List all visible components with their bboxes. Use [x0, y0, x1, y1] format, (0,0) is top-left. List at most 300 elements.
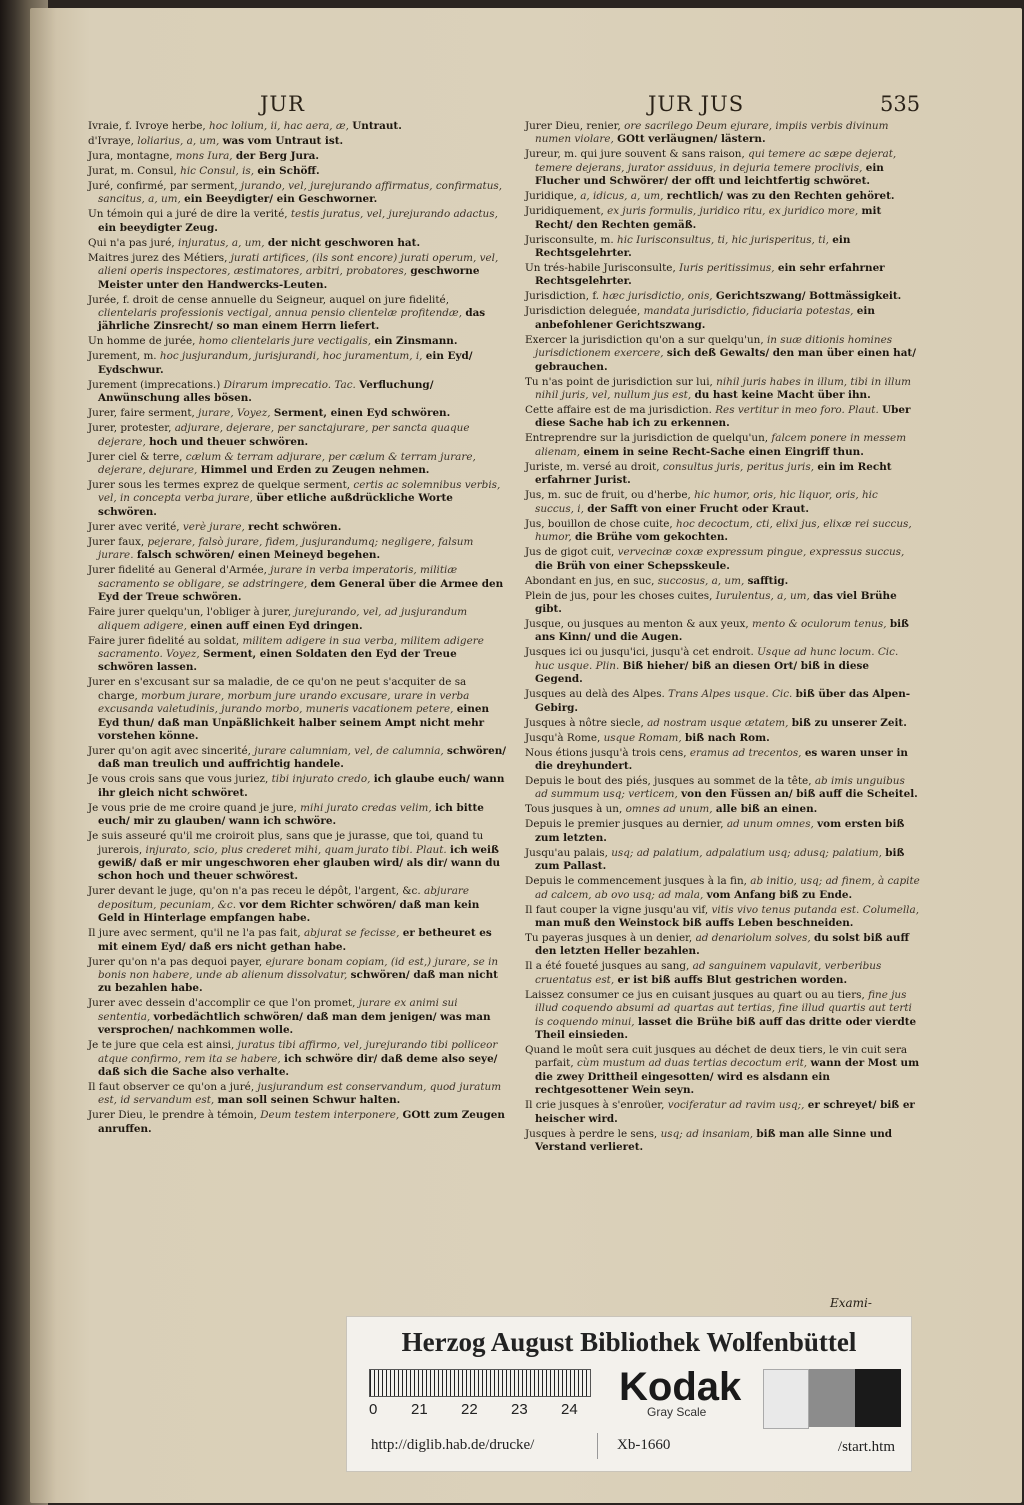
header-middle: JUR JUS — [648, 92, 745, 116]
entry-french: Juriste, m. versé au droit, — [525, 460, 660, 473]
card-divider — [597, 1433, 598, 1459]
entry-german: du hast keine Macht über ihn. — [694, 389, 871, 402]
dictionary-entry — [525, 1128, 920, 1155]
entry-german: biß man alle Sinne und Verstand verlieret. — [535, 1127, 893, 1154]
entry-french: Jurement, m. — [88, 350, 157, 363]
entry-german: ein anbefohlener Gerichtszwang. — [535, 305, 875, 331]
entry-latin: cælum & terram adjurare, per cælum & terram jurare, dejerare, dejurare, — [98, 450, 476, 477]
entry-german: sich deß Gewalts/ den man über einen hat/ gebrauchen. — [535, 347, 917, 373]
entry-german: du solst biß auff den letzten Heller bezahlen. — [535, 931, 909, 958]
entry-german: Biß hieher/ biß an diesen Ort/ biß in diese Gegend. — [535, 659, 869, 686]
left-column — [88, 120, 508, 1138]
entry-french: Laissez consumer ce jus en cuisant jusques au quart ou au tiers, — [525, 988, 865, 1001]
dictionary-entry — [525, 960, 920, 987]
entry-french: Tu n'as point de jurisdiction sur lui, — [525, 375, 713, 388]
entry-latin: mihi jurato credas velim, — [300, 801, 432, 814]
entry-german: über etliche außdrückliche Worte schwören. — [98, 492, 453, 518]
entry-french: Juridique, — [525, 190, 577, 203]
entry-latin: ab imis unguibus ad summum usq; verticem, — [535, 774, 905, 801]
entry-german: alle biß an einen. — [715, 803, 818, 816]
entry-french: Jusqu'à Rome, — [525, 731, 601, 744]
start-link: /start.htm — [837, 1439, 895, 1455]
dictionary-entry — [525, 518, 920, 545]
entry-french: Jus de gigot cuit, — [525, 546, 615, 559]
entry-german: Himmel und Erden zu Zeugen nehmen. — [200, 464, 430, 477]
entry-french: Qui n'a pas juré, — [88, 236, 175, 249]
entry-french: Jurisdiction, f. — [525, 290, 600, 303]
entry-latin: vervecinæ coxæ expressum pingue, expressus succus, — [617, 546, 905, 559]
entry-french: Il crie jusques à s'enroüer, — [525, 1099, 665, 1112]
entry-german: biß zu unserer Zeit. — [791, 716, 907, 729]
entry-german: man muß den Weinstock biß auffs Leben beschneiden. — [535, 916, 854, 929]
entry-french: Tous jusques à un, — [525, 803, 623, 816]
dictionary-entry — [525, 1099, 920, 1126]
entry-french: Depuis le commencement jusques à la fin, — [525, 875, 747, 888]
entry-german: was vom Untraut ist. — [222, 135, 344, 147]
dictionary-entry — [525, 732, 920, 745]
entry-latin: testis juratus, vel, jurejurando adactus, — [290, 208, 498, 221]
library-card — [346, 1316, 912, 1472]
entry-german: ein Beeydigter/ ein Geschworner. — [184, 193, 378, 206]
entry-german: ein Rechtsgelehrter. — [535, 233, 851, 260]
entry-latin: usq; ad insaniam, — [660, 1127, 754, 1140]
entry-latin: ore sacrilego Deum ejurare, impiis verbis divinum numen violare, — [535, 120, 889, 146]
entry-french: Entreprendre sur la jurisdiction de quelqu'un, — [525, 432, 769, 445]
entry-latin: abjurare depositum, pecuniam, &c. — [98, 885, 470, 911]
entry-german: schwören/ daß man nicht zu bezahlen habe. — [98, 969, 498, 995]
header-left: JUR — [260, 92, 305, 116]
entry-french: Il a été foueté jusques au sang, — [525, 960, 690, 973]
entry-french: Nous étions jusqu'à trois cens, — [525, 746, 687, 759]
dictionary-entry — [88, 564, 508, 604]
entry-french: Je vous prie de me croire quand je jure, — [88, 801, 297, 814]
entry-french: Jurer avec verité, — [88, 520, 180, 533]
entry-latin: jurando, vel, jurejurando affirmatus, confirmatus, sancitus, a, um, — [98, 180, 503, 206]
entry-french: Quand le moût sera cuit jusques au déchet de deux tiers, le vin cuit sera parfait, — [525, 1044, 908, 1070]
entry-french: Jurer devant le juge, qu'on n'a pas receu le dépôt, l'argent, &c. — [88, 885, 421, 898]
entry-latin: jurare ex animi sui sententia, — [98, 997, 458, 1023]
page-number: 535 — [880, 92, 921, 116]
right-column — [525, 120, 920, 1156]
dictionary-entry — [525, 190, 920, 203]
dictionary-entry — [525, 404, 920, 431]
entry-latin: Dirarum imprecatio. Tac. — [223, 378, 356, 391]
dictionary-entry — [88, 606, 508, 633]
entry-french: Jurer qu'on n'a pas dequoi payer, — [88, 955, 263, 968]
dictionary-entry — [88, 1039, 508, 1079]
dictionary-entry — [525, 875, 920, 902]
entry-german: recht schwören. — [248, 520, 342, 533]
shelf-signature: Xb-1660 — [617, 1437, 671, 1453]
entry-latin: Trans Alpes usque. Cic. — [668, 688, 793, 701]
entry-german: mit Recht/ den Rechten gemäß. — [535, 205, 882, 231]
entry-latin: omnes ad unum, — [625, 803, 713, 816]
entry-latin: hoc decoctum, cti, elixi jus, elixæ rei succus, humor, — [535, 517, 912, 544]
entry-latin: ad nostram usque ætatem, — [647, 716, 789, 729]
dictionary-entry — [525, 646, 920, 686]
dictionary-entry — [88, 294, 508, 334]
dictionary-entry — [525, 688, 920, 715]
entry-french: Jurat, m. Consul, — [88, 165, 177, 177]
entry-latin: usque Romam, — [603, 731, 682, 744]
entry-german: ich glaube euch/ wann ihr gleich nicht schwöret. — [98, 773, 505, 799]
entry-latin: injurato, scio, plus crederet mihi, quam jurato tibi. Plaut. — [145, 843, 447, 856]
dictionary-entry — [88, 150, 508, 163]
gray-swatch-dark — [855, 1369, 901, 1427]
entry-french: Ivraie, f. Ivroye herbe, — [88, 120, 206, 132]
entry-german: von den Füssen an/ biß auff die Scheitel. — [681, 788, 918, 801]
dictionary-entry — [525, 205, 920, 232]
gray-swatch-mid — [809, 1369, 855, 1427]
gray-swatch-light — [763, 1369, 809, 1429]
entry-german: ich bitte euch/ mir zu glauben/ wann ich schwöre. — [98, 801, 484, 828]
entry-french: Tu payeras jusques à un denier, — [525, 931, 693, 944]
entry-german: ein sehr erfahrner Rechtsgelehrter. — [535, 262, 885, 288]
entry-german: schwören/ daß man treulich und auffrichtig handele. — [98, 744, 507, 771]
entry-german: Serment, einen Soldaten den Eyd der Treue schwören lassen. — [98, 647, 457, 674]
entry-french: Jus, bouillon de chose cuite, — [525, 517, 673, 530]
dictionary-entry — [88, 927, 508, 954]
entry-german: ich weiß gewiß/ daß er mir ungeschworen eher glauben wird/ als dir/ wann du schon hoch und theuer schwörest. — [98, 843, 501, 883]
entry-latin: nihil juris habes in illum, tibi in illum nihil juris, vel, nullum jus est, — [535, 375, 912, 402]
entry-french: Jusques ici ou jusqu'ici, jusqu'à cet endroit. — [525, 646, 754, 659]
dictionary-entry — [88, 536, 508, 563]
entry-german: er schreyet/ biß er heischer wird. — [535, 1099, 915, 1125]
dictionary-entry — [525, 590, 920, 617]
entry-german: ein Flucher und Schwörer/ der offt und leichtfertig schwöret. — [535, 161, 884, 188]
ruler-number: 21 — [411, 1401, 428, 1418]
entry-french: Jurer ciel & terre, — [88, 450, 183, 463]
entry-latin: in suæ ditionis homines jurisdictionem exercere, — [535, 333, 893, 360]
dictionary-entry — [525, 847, 920, 874]
dictionary-entry — [525, 234, 920, 261]
dictionary-entry — [525, 717, 920, 730]
entry-german: der nicht geschworen hat. — [267, 236, 421, 249]
dictionary-entry — [88, 997, 508, 1037]
entry-german: safftig. — [747, 574, 789, 587]
entry-german: Verfluchung/ Anwünschung alles bösen. — [98, 378, 434, 405]
entry-french: Il faut observer ce qu'on a juré, — [88, 1081, 255, 1094]
entry-latin: Usque ad hunc locum. Cic. huc usque. Plin. — [535, 646, 899, 672]
entry-french: Il faut couper la vigne jusqu'au vif, — [525, 903, 709, 916]
dictionary-entry — [525, 334, 920, 374]
dictionary-entry — [88, 208, 508, 235]
entry-german: Serment, einen Eyd schwören. — [273, 407, 451, 420]
entry-french: Un témoin qui a juré de dire la verité, — [88, 208, 288, 221]
entry-german: die Brüh von einer Schepsskeule. — [535, 559, 730, 572]
ruler-number: 22 — [461, 1401, 478, 1418]
catchword: Exami- — [830, 1296, 872, 1310]
entry-latin: clientelaris professionis vectigal, annua pensio clientelæ profitendæ, — [98, 307, 462, 320]
entry-french: Cette affaire est de ma jurisdiction. — [525, 404, 712, 417]
dictionary-entry — [88, 165, 508, 178]
entry-german: biß über das Alpen-Gebirg. — [535, 688, 911, 714]
entry-german: Untraut. — [352, 120, 402, 132]
entry-german: GOtt zum Zeugen anruffen. — [98, 1109, 505, 1135]
dictionary-entry — [88, 237, 508, 250]
entry-french: Jus, m. suc de fruit, ou d'herbe, — [525, 489, 691, 502]
entry-german: einem in seine Recht-Sache einen Eingriff thun. — [583, 445, 864, 458]
dictionary-entry — [88, 521, 508, 534]
entry-german: das jährliche Zinsrecht/ so man einem Herrn liefert. — [98, 307, 486, 333]
dictionary-entry — [525, 432, 920, 459]
entry-french: Jurer, protester, — [88, 422, 172, 435]
ruler-scale — [369, 1369, 591, 1397]
dictionary-entry — [525, 775, 920, 802]
entry-french: Depuis le premier jusques au dernier, — [525, 818, 724, 831]
entry-latin: succosus, a, um, — [657, 574, 745, 587]
entry-latin: hic Consul, is, — [180, 165, 255, 177]
entry-latin: cùm mustum ad duas tertias decoctum erit, — [576, 1057, 808, 1070]
entry-german: der Berg Jura. — [235, 150, 319, 162]
entry-latin: vitis vivo tenus putanda est. Columella, — [711, 903, 919, 916]
entry-german: biß zum Pallast. — [535, 846, 905, 873]
entry-latin: verè jurare, — [182, 520, 245, 533]
dictionary-entry — [525, 461, 920, 488]
dictionary-entry — [88, 120, 508, 133]
entry-latin: ad sanguinem vapulavit, verberibus cruentatus est, — [535, 960, 882, 986]
entry-latin: eramus ad trecentos, — [689, 746, 802, 759]
entry-german: biß ans Kinn/ und die Augen. — [535, 617, 909, 644]
entry-french: Jusques au delà des Alpes. — [525, 688, 665, 701]
entry-french: Jurer Dieu, le prendre à témoin, — [88, 1109, 257, 1122]
entry-latin: militem adigere in sua verba, militem adigere sacramento. Voyez, — [98, 634, 484, 660]
dictionary-entry — [88, 252, 508, 292]
dictionary-entry — [88, 676, 508, 743]
entry-latin: homo clientelaris jure vectigalis, — [198, 335, 371, 348]
entry-german: biß nach Rom. — [685, 731, 770, 744]
dictionary-entry — [525, 489, 920, 516]
entry-latin: ad unum omnes, — [726, 818, 814, 831]
entry-french: Faire jurer fidelité au soldat, — [88, 634, 240, 647]
entry-french: Jurer en s'excusant sur sa maladie, de ce qu'on ne peut s'acquiter de sa charge, — [88, 676, 467, 702]
entry-french: d'Ivraye, — [88, 135, 134, 147]
entry-latin: qui temere ac sæpe dejerat, temere dejerans, jurator assiduus, in dejuria temere proclivis, — [535, 148, 897, 174]
dictionary-entry — [525, 290, 920, 303]
library-url: http://diglib.hab.de/drucke/ — [371, 1437, 535, 1453]
entry-german: die Brühe vom gekochten. — [574, 531, 729, 544]
entry-latin: consultus juris, peritus juris, — [662, 460, 815, 473]
entry-latin: jurare in verba imperatoris, militiæ sacramento se obligare, se adstringere, — [98, 564, 458, 590]
dictionary-entry — [525, 1044, 920, 1098]
entry-latin: tibi injurato credo, — [271, 773, 371, 786]
entry-french: Je vous crois sans que vous juriez, — [88, 773, 269, 786]
entry-french: Jusque, ou jusques au menton & aux yeux, — [525, 617, 749, 630]
dictionary-entry — [88, 635, 508, 675]
entry-latin: Iuris peritissimus, — [679, 262, 775, 275]
entry-latin: ad denariolum solves, — [695, 931, 811, 944]
entry-french: Jurisdiction deleguée, — [525, 305, 641, 318]
entry-german: dem General über die Armee den Eyd der Treue schwören. — [98, 577, 504, 604]
ruler-number: 24 — [561, 1401, 578, 1418]
entry-french: Jurer sous les termes exprez de quelque serment, — [88, 479, 351, 492]
entry-french: Jurer, faire serment, — [88, 407, 195, 420]
entry-latin: a, idicus, a, um, — [580, 190, 664, 203]
entry-german: rechtlich/ was zu den Rechten gehöret. — [666, 190, 895, 203]
dictionary-entry — [525, 120, 920, 147]
entry-german: lasset die Brühe biß auff das dritte oder vierdte Theil einsieden. — [535, 1015, 917, 1041]
entry-german: man soll seinen Schwur halten. — [217, 1094, 401, 1107]
entry-french: Il jure avec serment, qu'il ne l'a pas fait, — [88, 927, 301, 940]
entry-german: GOtt verläugnen/ lästern. — [617, 133, 766, 146]
entry-german: der Safft von einer Frucht oder Kraut. — [587, 502, 809, 515]
entry-french: Jureur, m. qui jure souvent & sans raison, — [525, 148, 745, 161]
entry-latin: adjurare, dejerare, per sanctajurare, per sancta quaque dejerare, — [98, 422, 470, 448]
entry-german: das viel Brühe gibt. — [535, 589, 897, 615]
entry-latin: pejerare, falsò jurare, fidem, jusjurandumq; negligere, falsum jurare. — [98, 535, 474, 562]
running-header — [60, 92, 920, 118]
dictionary-entry — [88, 335, 508, 348]
entry-french: Jurer qu'on agit avec sincerité, — [88, 744, 251, 757]
dictionary-entry — [88, 956, 508, 996]
entry-latin: hæc jurisdictio, onis, — [602, 290, 713, 303]
dictionary-entry — [88, 1081, 508, 1108]
ruler-number: 23 — [511, 1401, 528, 1418]
entry-french: Juré, confirmé, par serment, — [88, 180, 238, 192]
entry-french: Jurer faux, — [88, 535, 145, 548]
entry-latin: hoc jusjurandum, jurisjurandi, hoc juramentum, i, — [159, 350, 423, 363]
entry-latin: Res vertitur in meo foro. Plaut. — [715, 404, 879, 417]
entry-french: Un trés-habile Jurisconsulte, — [525, 262, 676, 275]
entry-latin: vociferatur ad ravim usq;, — [667, 1099, 805, 1112]
dictionary-entry — [88, 407, 508, 420]
dictionary-entry — [525, 305, 920, 332]
entry-german: geschworne Meister unter den Handwercks-Leuten. — [98, 265, 480, 291]
entry-latin: juratus tibi affirmo, vel, jurejurando tibi polliceor atque confirmo, rem ita se habere, — [98, 1039, 498, 1065]
entry-latin: Deum testem interponere, — [260, 1109, 400, 1122]
dictionary-entry — [88, 135, 508, 148]
entry-french: Plein de jus, pour les choses cuites, — [525, 589, 713, 602]
entry-french: Jusqu'au palais, — [525, 846, 608, 859]
entry-latin: jusjurandum est conservandum, quod juratum est, id servandum est, — [98, 1081, 502, 1107]
entry-french: Je te jure que cela est ainsi, — [88, 1039, 235, 1052]
entry-german: Uber diese Sache hab ich zu erkennen. — [535, 404, 911, 430]
entry-latin: abjurat se fecisse, — [303, 927, 400, 940]
entry-german: ein Zinsmann. — [374, 335, 458, 348]
entry-french: Juridiquement, — [525, 205, 604, 218]
entry-french: Maitres jurez des Métiers, — [88, 251, 228, 264]
dictionary-entry — [88, 802, 508, 829]
entry-german: hoch und theuer schwören. — [149, 435, 309, 448]
entry-german: ich schwöre dir/ daß deme also seye/ daß sich die Sache also verhalte. — [98, 1052, 498, 1079]
dictionary-entry — [525, 803, 920, 816]
dictionary-entry — [525, 618, 920, 645]
entry-french: Exercer la jurisdiction qu'on a sur quelqu'un, — [525, 333, 764, 346]
entry-german: Gerichtszwang/ Bottmässigkeit. — [715, 290, 902, 303]
entry-latin: jurare calumniam, vel, de calumnia, — [254, 744, 444, 757]
entry-french: Jurer fidelité au General d'Armée, — [88, 564, 267, 577]
entry-german: ein im Recht erfahrner Jurist. — [535, 460, 892, 487]
entry-french: Depuis le bout des piés, jusques au sommet de la tête, — [525, 774, 812, 787]
entry-french: Jusques à perdre le sens, — [525, 1127, 658, 1140]
entry-german: er betheuret es mit einem Eyd/ daß ers nicht gethan habe. — [98, 927, 492, 953]
entry-latin: falcem ponere in messem alienam, — [535, 432, 907, 458]
entry-german: wann der Most um die zwey Drittheil eingesotten/ wird es alsdann ein rechtgesottener Wein seyn. — [535, 1057, 920, 1097]
entry-latin: usq; ad palatium, adpalatium usq; adusq; palatium, — [611, 846, 882, 859]
kodak-logo: Kodak — [619, 1365, 742, 1409]
dictionary-entry — [88, 479, 508, 519]
dictionary-entry — [88, 830, 508, 884]
entry-french: Jura, montagne, — [88, 150, 173, 162]
entry-latin: jurejurando, vel, ad jusjurandum aliquem adigere, — [98, 606, 468, 632]
dictionary-entry — [88, 379, 508, 406]
entry-french: Faire jurer quelqu'un, l'obliger à jurer, — [88, 606, 292, 619]
dictionary-entry — [525, 932, 920, 959]
entry-latin: loliarius, a, um, — [137, 135, 220, 147]
entry-german: er ist biß auffs Blut gestrichen worden. — [617, 973, 848, 986]
entry-german: ein Eyd/ Eydschwur. — [98, 350, 473, 376]
dictionary-entry — [88, 180, 508, 207]
entry-latin: Iurulentus, a, um, — [715, 589, 810, 602]
dictionary-entry — [525, 262, 920, 289]
entry-latin: mandata jurisdictio, fiduciaria potestas, — [643, 305, 854, 318]
entry-latin: morbum jurare, morbum jure urando excusare, urare in verba excusanda valetudinis, jurando morbo, muneris vacationem petere, — [98, 689, 470, 716]
dictionary-entry — [88, 451, 508, 478]
entry-latin: certis ac solemnibus verbis, vel, in concepta verba jurare, — [98, 479, 501, 505]
entry-latin: ab initio, usq; ad finem, à capite ad calcem, ab ovo usq; ad mala, — [535, 875, 920, 901]
entry-french: Jurement (imprecations.) — [88, 378, 221, 391]
entry-french: Jurisconsulte, m. — [525, 233, 614, 246]
entry-french: Abondant en jus, en suc, — [525, 574, 655, 587]
dictionary-entry — [88, 1109, 508, 1136]
entry-latin: hic Iurisconsultus, ti, hic jurisperitus, ti, — [617, 233, 829, 246]
dictionary-entry — [88, 745, 508, 772]
entry-latin: ex juris formulis, juridico ritu, ex juridico more, — [607, 205, 859, 218]
entry-german: ein Schöff. — [257, 165, 320, 177]
entry-german: vor dem Richter schwören/ daß man kein Geld in Hinterlage empfangen habe. — [98, 898, 480, 925]
dictionary-entry — [88, 422, 508, 449]
entry-german: vom Anfang biß zu Ende. — [706, 888, 853, 901]
gray-scale-label: Gray Scale — [647, 1405, 707, 1419]
entry-latin: fine jus illud coquendo absumi ad quartas aut tertias, fine illud quartis aut terti is coquendo minui, — [535, 988, 912, 1028]
dictionary-entry — [525, 747, 920, 774]
entry-german: vorbedächtlich schwören/ daß man dem jenigen/ was man versprochen/ nachkommen wolle. — [98, 1010, 491, 1037]
entry-latin: jurare, Voyez, — [198, 407, 271, 420]
dictionary-entry — [525, 575, 920, 588]
entry-french: Jurer avec dessein d'accomplir ce que l'on promet, — [88, 997, 356, 1010]
entry-german: einen auff einen Eyd dringen. — [190, 619, 363, 632]
entry-german: es waren unser in die dreyhundert. — [535, 746, 908, 772]
dictionary-entry — [88, 773, 508, 800]
dictionary-entry — [525, 148, 920, 188]
entry-latin: mento & oculorum tenus, — [752, 617, 887, 630]
dictionary-entry — [525, 818, 920, 845]
dictionary-entry — [525, 989, 920, 1043]
entry-latin: mons Iura, — [175, 150, 233, 162]
entry-german: falsch schwören/ einen Meineyd begehen. — [136, 549, 381, 562]
entry-latin: injuratus, a, um, — [178, 236, 265, 249]
dictionary-entry — [88, 885, 508, 925]
entry-latin: hic humor, oris, hic liquor, oris, hic succus, i, — [535, 489, 878, 515]
dictionary-entry — [525, 546, 920, 573]
ruler-number: 0 — [369, 1401, 378, 1418]
entry-french: Je suis asseuré qu'il me croiroit plus, sans que je jurasse, que toi, quand tu jurerois, — [88, 830, 484, 856]
entry-french: Jurée, f. droit de cense annuelle du Seigneur, auquel on jure fidelité, — [88, 293, 449, 306]
dictionary-entry — [88, 350, 508, 377]
entry-latin: ejurare bonam copiam, (id est,) jurare, se in bonis non habere, unde ab alienum dissolvatur, — [98, 955, 499, 981]
entry-french: Jurer Dieu, renier, — [525, 120, 621, 132]
dictionary-entry — [525, 904, 920, 931]
entry-german: vom ersten biß zum letzten. — [535, 818, 905, 844]
dictionary-entry — [525, 376, 920, 403]
entry-latin: jurati artifices, (ils sont encore) jurati operum, vel, alieni operis inspectores, æstimatores, arbitri, probatores, — [98, 251, 499, 278]
entry-french: Un homme de jurée, — [88, 335, 196, 348]
entry-german: ein beeydigter Zeug. — [98, 221, 218, 234]
entry-german: einen Eyd thun/ daß man Unpäßlichkeit halber seinem Ampt nicht mehr vorstehen könne. — [98, 703, 490, 742]
entry-french: Jusques à nôtre siecle, — [525, 716, 644, 729]
library-title: Herzog August Bibliothek Wolfenbüttel — [401, 1327, 857, 1357]
entry-latin: hoc lolium, ii, hac aera, æ, — [209, 120, 349, 132]
